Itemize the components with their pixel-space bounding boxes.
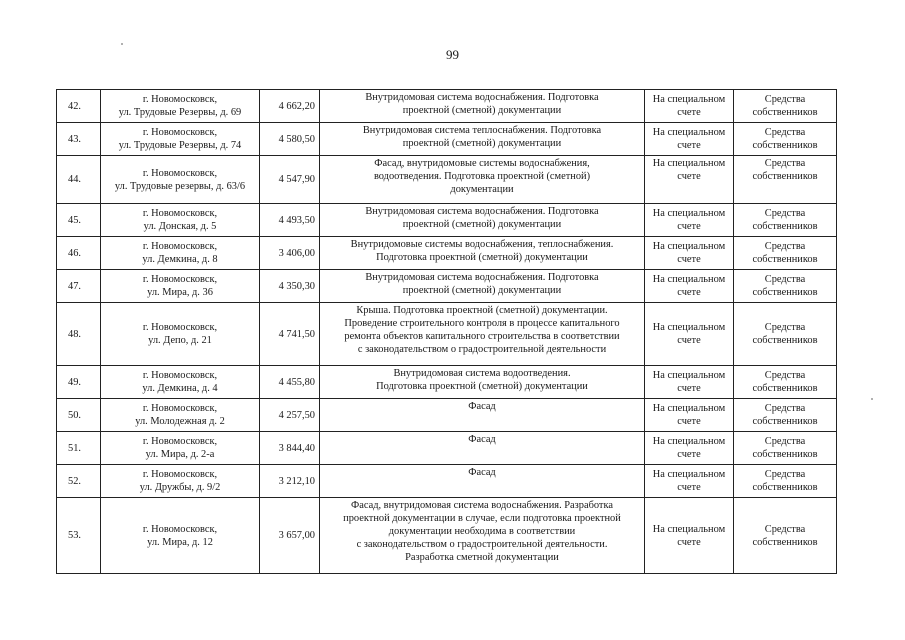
address-line: г. Новомосковск, [142,241,218,252]
address-line: ул. Демкина, д. 4 [142,383,218,394]
funding-source-line: собственников [752,383,818,394]
account-line: счете [677,416,701,427]
work-type-cell [320,90,645,123]
address-cell [101,204,260,237]
address-line: ул. Донская, д. 5 [143,221,217,232]
work-type-line: Внутридомовая система водоснабжения. Подготовка [365,206,599,217]
account-line: счете [677,254,701,265]
area-cell: 3 212,10 [260,465,320,498]
account-cell [645,303,734,366]
funding-source-line: Средства [764,274,806,285]
row-number-cell: 49. [57,366,101,399]
funding-source-line: Средства [764,94,806,105]
area-cell: 4 580,50 [260,123,320,156]
account-cell [645,432,734,465]
row-number-cell: 52. [57,465,101,498]
scan-speck [871,398,873,400]
funding-source-line: собственников [752,482,818,493]
address-line: ул. Трудовые Резервы, д. 69 [118,107,242,118]
work-type-line: документации [450,184,514,195]
account-line: На специальном [652,436,726,447]
area-cell: 3 657,00 [260,498,320,574]
work-type-line: ремонта объектов капитального строительства в соответствии [344,331,620,342]
work-type-line: Фасад [468,467,496,478]
address-cell [101,156,260,204]
work-type-line: Проведение строительного контроля в процессе капитального [344,318,620,329]
work-type-cell [320,303,645,366]
work-type-line: проектной (сметной) документации [402,138,562,149]
row-number-cell: 45. [57,204,101,237]
account-line: На специальном [652,241,726,252]
funding-source-line: Средства [764,403,806,414]
page-number: 99 [446,47,459,62]
work-type-line: Разработка сметной документации [405,552,559,563]
funding-source-line: Средства [764,523,806,535]
table-row [57,123,837,156]
area-cell: 4 455,80 [260,366,320,399]
row-number-cell: 51. [57,432,101,465]
address-line: г. Новомосковск, [142,403,218,414]
funding-source-cell [734,465,837,498]
account-line: счете [677,107,701,118]
funding-source-line: Средства [764,322,806,333]
work-type-cell [320,123,645,156]
address-line: г. Новомосковск, [142,523,218,535]
account-line: счете [677,140,701,151]
table-row [57,303,837,366]
funding-source-cell [734,204,837,237]
address-line: ул. Мира, д. 12 [147,536,213,548]
table-row [57,156,837,204]
account-line: счете [677,287,701,298]
account-line: счете [677,449,701,460]
address-line: ул. Мира, д. 36 [147,287,213,298]
funding-source-line: собственников [752,107,818,118]
funding-source-cell [734,366,837,399]
area-cell: 3 406,00 [260,237,320,270]
row-number-cell: 43. [57,123,101,156]
funding-source-cell [734,156,837,204]
account-cell [645,90,734,123]
table-row [57,90,837,123]
capital-repair-table [56,89,837,574]
account-cell [645,498,734,574]
address-line: ул. Мира, д. 2-а [145,449,215,460]
address-line: г. Новомосковск, [142,274,218,285]
table-row [57,465,837,498]
funding-source-cell [734,270,837,303]
account-cell [645,204,734,237]
account-line: счете [677,536,701,548]
address-cell [101,303,260,366]
account-line: счете [677,221,701,232]
work-type-cell [320,204,645,237]
funding-source-line: Средства [764,370,806,381]
address-cell [101,432,260,465]
table-row [57,366,837,399]
funding-source-line: собственников [752,140,818,151]
table-row [57,498,837,574]
funding-source-line: собственников [752,449,818,460]
work-type-line: Внутридомовые системы водоснабжения, теплоснабжения. [350,239,614,250]
address-line: ул. Трудовые Резервы, д. 74 [118,140,242,151]
area-cell: 3 844,40 [260,432,320,465]
funding-source-line: собственников [752,287,818,298]
funding-source-line: собственников [752,335,818,346]
funding-source-cell [734,303,837,366]
account-line: счете [677,335,701,346]
area-cell: 4 350,30 [260,270,320,303]
table-row [57,399,837,432]
account-cell [645,270,734,303]
address-line: г. Новомосковск, [142,436,218,447]
work-type-cell [320,270,645,303]
address-line: ул. Молодежная д. 2 [135,416,225,427]
funding-source-cell [734,90,837,123]
work-type-cell [320,465,645,498]
work-type-line: проектной (сметной) документации [402,105,562,116]
table-row [57,237,837,270]
account-line: На специальном [652,322,726,333]
work-type-line: проектной документации в случае, если подготовка проектной [343,513,621,524]
account-cell [645,399,734,432]
account-line: На специальном [652,523,726,535]
funding-source-cell [734,432,837,465]
work-type-line: водоотведения. Подготовка проектной (сметной) [373,171,591,182]
funding-source-cell [734,498,837,574]
row-number-cell: 42. [57,90,101,123]
work-type-cell [320,237,645,270]
area-cell: 4 662,20 [260,90,320,123]
work-type-line: Подготовка проектной (сметной) документации [376,381,588,392]
table-row [57,432,837,465]
address-cell [101,90,260,123]
address-line: ул. Депо, д. 21 [148,335,212,346]
work-type-line: Внутридомовая система водоотведения. [393,368,571,379]
row-number-cell: 48. [57,303,101,366]
row-number-cell: 47. [57,270,101,303]
account-line: счете [677,383,701,394]
funding-source-line: Средства [764,208,806,219]
account-line: счете [677,482,701,493]
address-cell [101,123,260,156]
account-line: счете [677,171,701,182]
work-type-line: документации необходима в соответствии [388,526,576,537]
work-type-line: Внутридомовая система водоснабжения. Подготовка [365,92,599,103]
area-cell: 4 257,50 [260,399,320,432]
address-line: г. Новомосковск, [142,94,218,105]
work-type-cell [320,432,645,465]
address-line: г. Новомосковск, [142,469,218,480]
work-type-line: Подготовка проектной (сметной) документации [376,252,588,263]
account-cell [645,123,734,156]
table-row [57,270,837,303]
funding-source-line: собственников [752,416,818,427]
funding-source-cell [734,237,837,270]
funding-source-line: собственников [752,221,818,232]
funding-source-line: Средства [764,158,806,169]
row-number-cell: 53. [57,498,101,574]
account-cell [645,366,734,399]
work-type-cell [320,366,645,399]
scan-speck [121,43,123,45]
address-cell [101,399,260,432]
row-number-cell: 50. [57,399,101,432]
account-cell [645,156,734,204]
address-line: ул. Демкина, д. 8 [142,254,218,265]
funding-source-line: собственников [752,171,818,182]
account-line: На специальном [652,208,726,219]
address-line: г. Новомосковск, [142,127,218,138]
funding-source-line: собственников [752,254,818,265]
funding-source-line: Средства [764,127,806,138]
address-line: г. Новомосковск, [142,322,218,333]
work-type-line: Фасад, внутридомовые системы водоснабжения, [374,158,590,169]
funding-source-cell [734,399,837,432]
work-type-line: Крыша. Подготовка проектной (сметной) документации. [356,305,608,316]
funding-source-line: собственников [752,536,818,548]
work-type-line: Фасад [468,434,496,445]
address-line: ул. Трудовые резервы, д. 63/6 [114,180,246,192]
work-type-line: Внутридомовая система теплоснабжения. Подготовка [362,125,602,136]
address-line: г. Новомосковск, [142,167,218,179]
address-line: ул. Дружбы, д. 9/2 [139,482,221,493]
area-cell: 4 741,50 [260,303,320,366]
funding-source-line: Средства [764,241,806,252]
address-cell [101,366,260,399]
work-type-line: Внутридомовая система водоснабжения. Подготовка [365,272,599,283]
account-line: На специальном [652,158,726,169]
account-line: На специальном [652,403,726,414]
account-cell [645,465,734,498]
area-cell: 4 547,90 [260,156,320,204]
work-type-line: проектной (сметной) документации [402,219,562,230]
work-type-line: Фасад, внутридомовая система водоснабжения. Разработка [351,500,613,511]
address-line: г. Новомосковск, [142,208,218,219]
work-type-line: проектной (сметной) документации [402,285,562,296]
work-type-cell [320,498,645,574]
work-type-line: Фасад [468,401,496,412]
address-line: г. Новомосковск, [142,370,218,381]
account-line: На специальном [652,469,726,480]
account-cell [645,237,734,270]
funding-source-line: Средства [764,436,806,447]
work-type-cell [320,399,645,432]
work-type-cell [320,156,645,204]
funding-source-cell [734,123,837,156]
account-line: На специальном [652,370,726,381]
funding-source-line: Средства [764,469,806,480]
work-type-line: с законодательством о градостроительной деятельности. [356,539,608,550]
area-cell: 4 493,50 [260,204,320,237]
row-number-cell: 44. [57,156,101,204]
address-cell [101,270,260,303]
account-line: На специальном [652,94,726,105]
row-number-cell: 46. [57,237,101,270]
address-cell [101,465,260,498]
table-row [57,204,837,237]
account-line: На специальном [652,127,726,138]
address-cell [101,237,260,270]
address-cell [101,498,260,574]
work-type-line: с законодательством о градостроительной деятельности [357,344,607,355]
account-line: На специальном [652,274,726,285]
